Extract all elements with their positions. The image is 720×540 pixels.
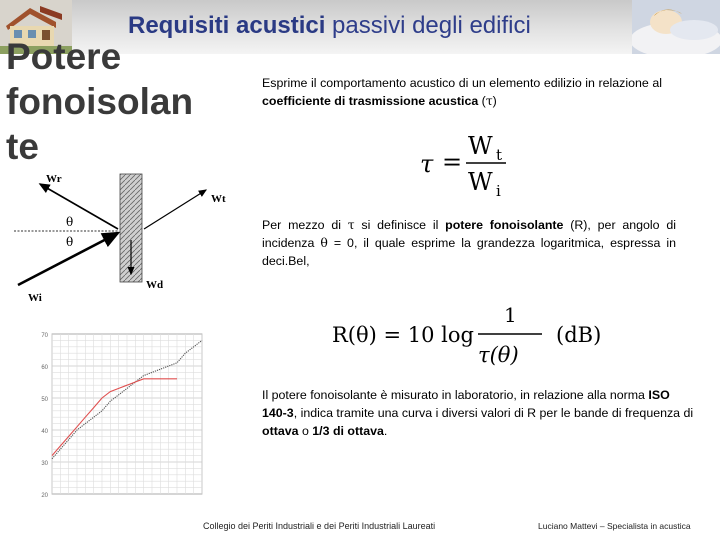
- slide-title-line-2: fonoisolan: [6, 81, 194, 122]
- formula2-lhs: R(θ) = 10 log: [332, 323, 474, 347]
- p3-t4: .: [383, 424, 388, 438]
- formula2-unit: (dB): [556, 323, 602, 347]
- footer-organization: Collegio dei Periti Industriali e dei Periti Industriali Laureati: [203, 521, 436, 531]
- p2-t2: si definisce il: [354, 218, 446, 232]
- header-title-light: passivi degli edifici: [325, 12, 531, 39]
- paragraph-iso-measurement: [262, 386, 694, 440]
- chart-y-tick-label: 20: [41, 493, 48, 499]
- paragraph-definition: [262, 74, 662, 110]
- theta-top: θ: [66, 215, 74, 229]
- p2-sym: τ: [347, 217, 355, 232]
- p1-bold: coefficiente di trasmissione acustica: [262, 94, 479, 108]
- header-title-bold: Requisiti acustici: [128, 12, 326, 39]
- sleeping-person-photo: [632, 0, 720, 54]
- formula-sound-reduction-index: [330, 298, 620, 376]
- formula1-lhs: τ: [420, 150, 434, 178]
- transmitted-ray: [144, 190, 206, 229]
- p2-theta: θ: [320, 235, 328, 250]
- chart-y-tick-label: 70: [41, 333, 48, 339]
- formula2-den: τ(θ): [478, 343, 519, 367]
- chart-y-tick-label: 40: [41, 429, 48, 435]
- formula1-num-sub: t: [496, 146, 503, 164]
- p2-bold: potere fonoisolante: [445, 218, 564, 232]
- reflected-ray: [40, 184, 118, 229]
- p2-t3: (R), per angolo di incidenza: [262, 218, 676, 250]
- footer-author: Luciano Mattevi – Specialista in acustica: [538, 521, 691, 531]
- p1-open: (: [478, 94, 486, 108]
- theta-bottom: θ: [66, 235, 74, 249]
- slide-title-line-3: te: [6, 126, 39, 167]
- p3-t1: Il potere fonoisolante è misurato in laboratorio, in relazione alla norma: [262, 388, 649, 402]
- p3-t3: o: [298, 424, 313, 438]
- chart-grid: [52, 334, 202, 494]
- chart-y-ticks: [41, 333, 48, 499]
- formula2-num: 1: [504, 303, 517, 327]
- formula1-den: W: [468, 168, 493, 196]
- label-reflected: Wr: [46, 173, 62, 185]
- chart-y-tick-label: 50: [41, 397, 48, 403]
- sound-reduction-curve-chart: [30, 328, 210, 508]
- chart-y-tick-label: 30: [41, 461, 48, 467]
- formula-transmission-coefficient: [418, 124, 528, 204]
- formula1-den-sub: i: [496, 182, 501, 200]
- paragraph-sound-reduction: [262, 216, 676, 270]
- wall-transmission-diagram: [0, 160, 250, 310]
- slide-title: [6, 34, 206, 169]
- formula1-num: W: [468, 132, 493, 160]
- p3-norm: ISO 140-3: [262, 388, 670, 420]
- p1-symbol: τ: [485, 93, 493, 108]
- formula1-eq: =: [442, 148, 463, 176]
- label-transmitted: Wt: [211, 193, 226, 205]
- slide-title-line-1: Potere: [6, 36, 122, 77]
- p2-t1: Per mezzo di: [262, 218, 348, 232]
- label-incident: Wi: [28, 292, 42, 304]
- p3-b2: 1/3 di ottava: [312, 424, 384, 438]
- p3-t2: , indica tramite una curva i diversi valori di R per le bande di frequenza di: [293, 406, 694, 420]
- p1-close: ): [492, 94, 497, 108]
- p2-t4: = 0, il quale esprime la grandezza logaritmica, espressa in deci.Bel,: [262, 236, 677, 268]
- chart-y-tick-label: 60: [41, 365, 48, 371]
- label-dissipated: Wd: [146, 279, 164, 291]
- p3-b1: ottava: [262, 424, 299, 438]
- p1-text: Esprime il comportamento acustico di un elemento edilizio in relazione al: [262, 76, 662, 90]
